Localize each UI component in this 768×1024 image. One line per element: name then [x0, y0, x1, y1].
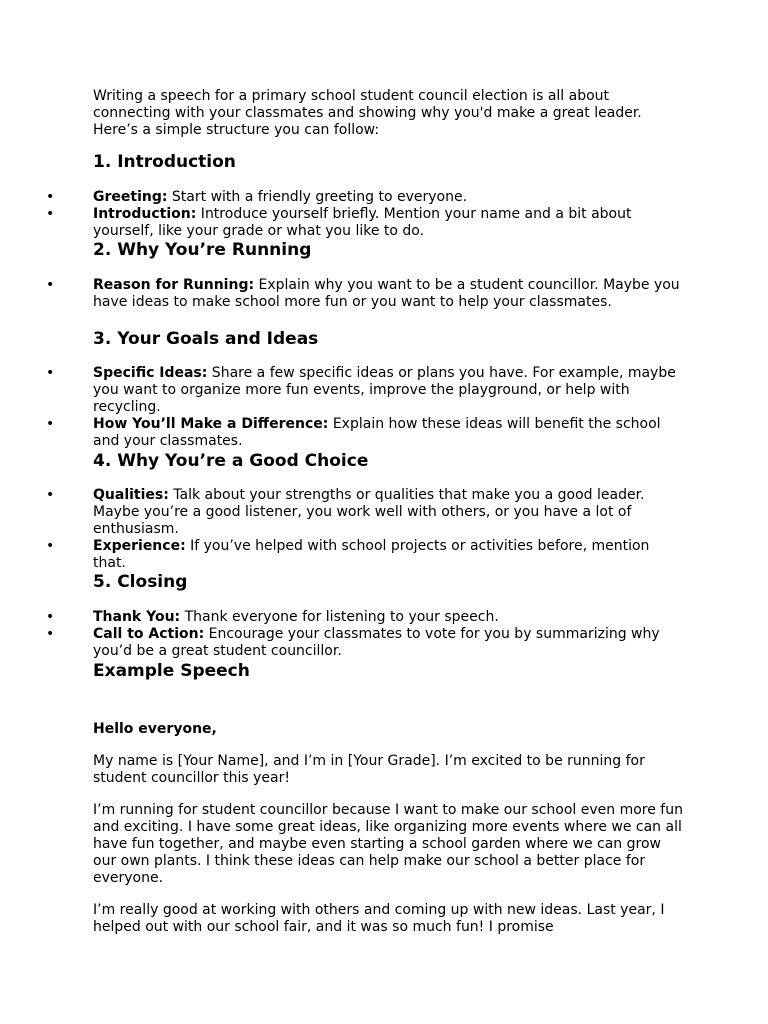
speech-paragraph: I’m really good at working with others and coming up with new ideas. Last year, I helped out with our school fair, and it was so much fun! I promise — [93, 902, 665, 935]
list-item — [46, 416, 683, 450]
list-item-text: Share a few specific ideas or plans you have. For example, maybe you want to organize more fun events, improve the playground, or help with recycling. — [93, 365, 676, 415]
list-item — [46, 365, 683, 416]
bullet-icon: • — [46, 206, 55, 222]
section-heading-closing: 5. Closing — [93, 572, 188, 592]
list-item-term: Specific Ideas: — [93, 365, 208, 381]
list-item — [46, 487, 683, 538]
intro-paragraph: Writing a speech for a primary school student council election is all about connecting with your classmates and showing why you'd make a great leader. Here’s a simple structure you can follow: — [93, 88, 642, 138]
list-item-text: Thank everyone for listening to your speech. — [180, 609, 499, 625]
bullet-icon: • — [46, 416, 55, 432]
list-item-text: If you’ve helped with school projects or activities before, mention that. — [93, 538, 650, 571]
speech-paragraph: My name is [Your Name], and I’m in [Your Grade]. I’m excited to be running for student councillor this year! — [93, 753, 645, 786]
bullet-icon: • — [46, 365, 55, 381]
list-item-text: Encourage your classmates to vote for you by summarizing why you’d be a great student councillor. — [93, 626, 660, 659]
list-item-text: Start with a friendly greeting to everyone. — [167, 189, 468, 205]
list-item-term: Experience: — [93, 538, 186, 554]
section-heading-good-choice: 4. Why You’re a Good Choice — [93, 451, 369, 471]
list-item — [46, 626, 683, 660]
list-item-text: Talk about your strengths or qualities that make you a good leader. Maybe you’re a good listener, you work well with others, or you have a lot of enthusiasm. — [93, 487, 645, 537]
speech-paragraph: I’m running for student councillor because I want to make our school even more fun and exciting. I have some great ideas, like organizing more events where we can all have fun together, and maybe even starting a school garden where we can grow our own plants. I think these ideas can help make our school a better place for everyone. — [93, 802, 683, 886]
section-heading-why-running: 2. Why You’re Running — [93, 240, 312, 260]
list-item-term: Call to Action: — [93, 626, 205, 642]
list-item-term: Introduction: — [93, 206, 197, 222]
list-item-text: Introduce yourself briefly. Mention your name and a bit about yourself, like your grade or what you like to do. — [93, 206, 632, 239]
bullet-icon: • — [46, 538, 55, 554]
bullet-icon: • — [46, 626, 55, 642]
section-heading-goals-ideas: 3. Your Goals and Ideas — [93, 329, 319, 349]
bullet-icon: • — [46, 277, 55, 293]
list-item — [46, 206, 683, 240]
list-item — [46, 609, 683, 626]
list-item — [46, 277, 683, 311]
list-item-term: Greeting: — [93, 189, 168, 205]
list-item-text: Explain how these ideas will benefit the school and your classmates. — [93, 416, 661, 449]
list-item-term: Qualities: — [93, 487, 169, 503]
list-item — [46, 538, 683, 572]
section-heading-introduction: 1. Introduction — [93, 152, 236, 172]
list-item-term: Reason for Running: — [93, 277, 255, 293]
bullet-icon: • — [46, 189, 55, 205]
example-speech-heading: Example Speech — [93, 661, 250, 681]
list-item — [46, 189, 683, 206]
list-item-text: Explain why you want to be a student councillor. Maybe you have ideas to make school more fun or you want to help your classmates. — [93, 277, 680, 310]
speech-greeting: Hello everyone, — [93, 721, 217, 737]
list-item-term: How You’ll Make a Difference: — [93, 416, 329, 432]
bullet-icon: • — [46, 609, 55, 625]
list-item-term: Thank You: — [93, 609, 181, 625]
bullet-icon: • — [46, 487, 55, 503]
